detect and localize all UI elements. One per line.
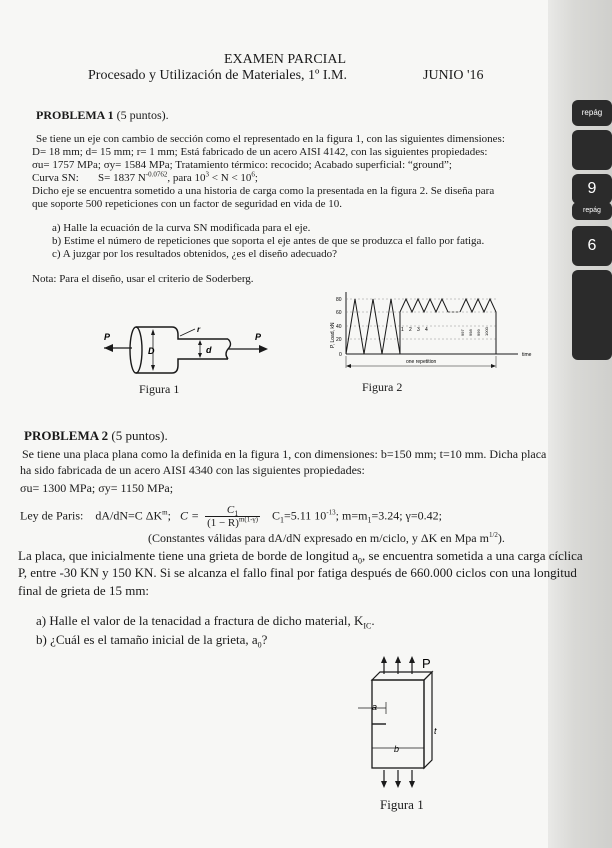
d-arrow-bottom [198, 353, 202, 358]
c-den-exp: m(1-γ) [238, 515, 258, 524]
sn-mid: < N < 10 [209, 172, 252, 184]
c-den: (1 − R) [207, 517, 239, 529]
sn-end: ; [254, 172, 258, 184]
consts-d: =3.24; γ=0.42; [371, 508, 442, 523]
cycle-num-1000: 1000 [484, 327, 489, 336]
sn-label: Curva SN: [32, 172, 79, 184]
p2-line8: final de grieta de 15 mm: [18, 583, 150, 598]
paris-label: Ley de Paris: [20, 508, 84, 523]
rep-arrow-right [491, 364, 496, 368]
p2-line6 [18, 548, 583, 564]
d-arrow-top [198, 340, 202, 345]
fig2-ylabel: P, Load, kN [330, 322, 336, 348]
ytick-40: 40 [336, 324, 342, 330]
r-leader [180, 329, 195, 336]
c-num: C [226, 504, 235, 516]
D-arrow-bottom [151, 365, 155, 371]
fig-a-label: a [372, 702, 378, 712]
p2-line3: σu= 1300 MPa; σy= 1150 MPa; [20, 481, 174, 495]
paris-semi: ; [167, 508, 171, 523]
p1-line1: Se tiene un eje con cambio de sección como el representado en la figura 1, con las siguientes dimensiones: [36, 133, 505, 145]
shaft-end-left [130, 327, 142, 373]
fig-t-label: t [434, 726, 437, 736]
valid-b: ). [497, 531, 505, 545]
ytick-0: 0 [339, 352, 342, 358]
p2-question-a [36, 613, 375, 629]
p2-qa-sub: IC [363, 621, 372, 631]
p2-line2: ha sido fabricada de un acero AISI 4340 con las siguientes propiedades: [20, 463, 365, 477]
p2-qa-text: a) Halle el valor de la tenacidad a fractura de dicho material, K [36, 613, 364, 628]
p2-question-b [36, 632, 267, 648]
line6-end: , se encuentra sometida a una carga cíclica [362, 548, 583, 563]
p1-line5: Dicho eje se encuentra sometido a una historia de carga como la presentada en la figura 2. Se diseña para [32, 185, 495, 197]
p1-line2: D= 18 mm; d= 15 mm; r= 1 mm; Está fabricado de un acero AISI 4142, con las siguientes propiedades: [32, 146, 488, 158]
top-arrowhead-2 [395, 656, 401, 663]
sn-range: , para 10 [167, 172, 206, 184]
c-eq: C = [179, 508, 200, 523]
figure2-load-history [322, 288, 542, 376]
ytick-60: 60 [336, 310, 342, 316]
p2-qb-text: b) ¿Cuál es el tamaño inicial de la grieta, a [36, 632, 258, 647]
figure1-shaft [100, 325, 290, 385]
problem2-header [24, 428, 168, 444]
course-name: Procesado y Utilización de Materiales, 1º I.M. [88, 68, 347, 83]
paris-m: m [162, 508, 168, 517]
paris-eq: dA/dN=C ΔK [95, 508, 163, 523]
p1-question-a: a) Halle la ecuación de la curva SN modificada para el eje. [52, 222, 311, 234]
exam-date: JUNIO '16 [423, 68, 484, 83]
consts-a: C [271, 508, 280, 523]
key-6: 6 [572, 226, 612, 266]
fig1-d: d [206, 345, 212, 355]
fig-b-label: b [394, 744, 400, 754]
cycle-num-4: 4 [425, 327, 428, 333]
key-repag: repág [572, 100, 612, 126]
problem2-heading: PROBLEMA 2 [24, 428, 109, 443]
fig2-repetition-label: one repetition [406, 359, 437, 365]
p1-line3: σu= 1757 MPa; σy= 1584 MPa; Tratamiento térmico: recocido; Acabado superficial: “ground”; [32, 159, 452, 171]
cycle-num-2: 2 [409, 327, 412, 333]
figure2-caption: Figura 2 [362, 380, 403, 394]
cycle-num-1: 1 [401, 327, 404, 333]
p2-line1: Se tiene una placa plana como la definida en la figura 1, con dimensiones: b=150 mm; t=10 mm. Dicha placa [22, 447, 547, 461]
plate-side-face [424, 672, 432, 768]
key-plus [572, 270, 612, 360]
D-arrow-top [151, 329, 155, 335]
figure1-plate [350, 652, 460, 792]
fig1-P-left: P [104, 332, 111, 342]
p1-sn-curve [32, 172, 258, 184]
p2-line7: P, entre -30 KN y 150 KN. Si se alcanza el fallo final por fatiga después de 660.000 ciclos con una longitud [18, 565, 577, 580]
problem1-points: (5 puntos). [116, 108, 169, 122]
small-cycles-start [400, 299, 448, 354]
background-keyboard [572, 90, 612, 390]
problem1-heading: PROBLEMA 1 [36, 108, 114, 122]
sn-eq: S= 1837 N [98, 172, 146, 184]
exam-title: EXAMEN PARCIAL [224, 52, 346, 67]
c-num-sub: 1 [234, 509, 239, 519]
cycle-num-3: 3 [417, 327, 420, 333]
p2-qb-sub: 0 [257, 640, 262, 650]
ytick-20: 20 [336, 337, 342, 343]
sn-e1: 3 [205, 170, 210, 179]
fig1-D: D [148, 346, 155, 356]
sn-e2: 6 [251, 170, 255, 179]
bottom-arrowhead-3 [409, 781, 415, 788]
small-cycles-end [460, 299, 496, 354]
cycle-num-999: 999 [476, 329, 481, 336]
p2-qb-end: ? [261, 632, 268, 647]
top-arrowhead-1 [381, 656, 387, 663]
right-arrow-head [259, 345, 268, 353]
p2-valid-note [148, 531, 505, 546]
plate-top-face [372, 672, 432, 680]
line6-text: La placa, que inicialmente tiene una grieta de borde de longitud a [18, 548, 359, 563]
fig-P-label: P [422, 656, 431, 671]
key-repag-2: repág [572, 202, 612, 220]
c-denominator [205, 517, 260, 529]
ytick-80: 80 [336, 297, 342, 303]
problem1-header [36, 108, 169, 123]
sn-exp: -0.0762 [145, 170, 168, 179]
p1-line6: que soporte 500 repeticiones con un factor de seguridad en vida de 10. [32, 198, 343, 210]
key-blank [572, 130, 612, 170]
line6-sub: 0 [358, 556, 363, 566]
figure1-caption: Figura 1 [139, 382, 180, 396]
key-9: 9 [572, 174, 612, 204]
fig1-P-right: P [255, 332, 262, 342]
c-fraction [205, 504, 260, 529]
p1-question-c: c) A juzgar por los resultados obtenidos, ¿es el diseño adecuado? [52, 248, 338, 260]
p2-qa-end: . [371, 613, 375, 628]
bottom-arrowhead-1 [381, 781, 387, 788]
p1-question-b: b) Estime el número de repeticiones que soporta el eje antes de que se produzca el fallo por fatiga. [52, 235, 485, 247]
top-arrowhead-3 [409, 656, 415, 663]
cycle-num-997: 997 [460, 329, 465, 336]
fig2-time-label: time [522, 352, 532, 358]
paris-law [20, 504, 442, 529]
large-cycles-start [346, 299, 400, 354]
valid-a: (Constantes válidas para dA/dN expresado en m/ciclo, y ΔK en Mpa m [148, 531, 489, 545]
p1-note: Nota: Para el diseño, usar el criterio de Soderberg. [32, 273, 254, 285]
consts-a-sub: 1 [279, 515, 284, 525]
left-arrow-head [104, 344, 113, 352]
plate-figure-caption: Figura 1 [380, 797, 424, 812]
valid-exp: 1/2 [488, 531, 498, 539]
cycle-num-998: 998 [468, 329, 473, 336]
fig1-r: r [197, 325, 201, 334]
rep-arrow-left [346, 364, 351, 368]
consts-c-sub: 1 [367, 515, 372, 525]
problem2-points: (5 puntos). [111, 428, 168, 443]
consts-c: ; m=m [335, 508, 368, 523]
consts-b-exp: -13 [326, 508, 336, 517]
consts-b: =5.11 10 [283, 508, 327, 523]
bottom-arrowhead-2 [395, 781, 401, 788]
